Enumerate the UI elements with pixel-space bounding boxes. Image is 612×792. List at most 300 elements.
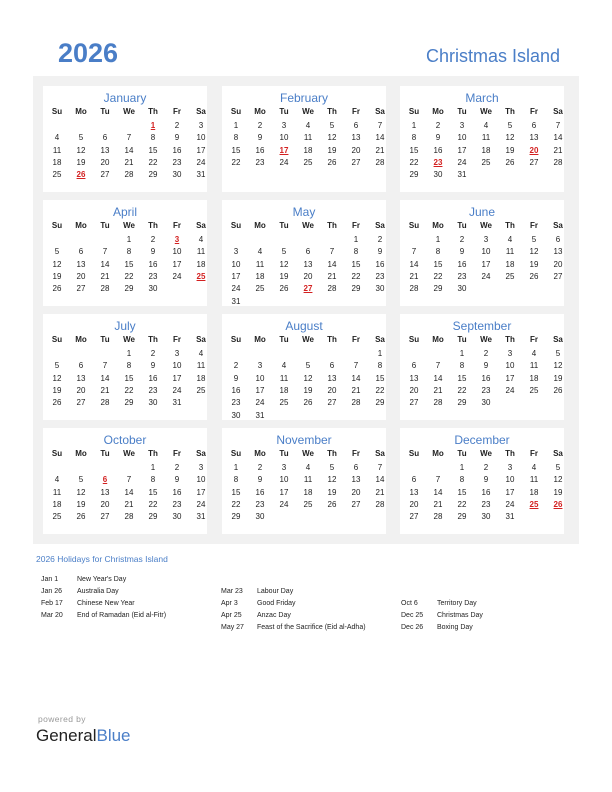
- day-cell: 21: [100, 385, 110, 395]
- day-cell: 14: [124, 145, 134, 155]
- day-cell: 6: [353, 121, 359, 130]
- weekday-header: Th: [505, 449, 515, 458]
- day-cell: 8: [150, 475, 156, 485]
- weekday-header: We: [480, 221, 492, 230]
- day-cell: 13: [553, 247, 563, 257]
- day-cell: 17: [196, 487, 206, 497]
- day-cell: 29: [433, 284, 443, 294]
- day-cell: 23: [172, 157, 182, 167]
- weekday-header: Mo: [254, 449, 266, 458]
- day-cell: 29: [231, 512, 241, 522]
- day-cell: 22: [351, 271, 361, 281]
- day-cell: 17: [457, 145, 467, 155]
- day-cell: 24: [231, 284, 241, 294]
- day-cell: 4: [531, 349, 537, 358]
- day-cell: 28: [124, 512, 134, 522]
- weekday-header: Sa: [196, 221, 206, 230]
- day-cell: 12: [553, 361, 563, 371]
- day-cell: 2: [257, 463, 263, 472]
- month-name: October: [103, 433, 147, 447]
- day-cell: 11: [529, 475, 539, 485]
- day-cell: 18: [196, 373, 206, 383]
- day-cell: 28: [100, 398, 110, 408]
- day-cell: 17: [505, 487, 515, 497]
- weekday-header: Fr: [530, 335, 538, 344]
- month-name: February: [279, 91, 329, 105]
- day-cell: 6: [353, 463, 359, 472]
- day-cell: 8: [150, 133, 156, 143]
- day-cell: 23: [231, 398, 241, 408]
- weekday-header: Su: [51, 335, 63, 344]
- day-cell: 11: [303, 133, 313, 143]
- month-may: [222, 200, 386, 306]
- weekday-header: Su: [230, 107, 242, 116]
- day-cell: 19: [505, 145, 515, 155]
- day-cell: 21: [375, 145, 385, 155]
- weekday-header: Tu: [279, 107, 289, 116]
- day-cell: 14: [351, 373, 361, 383]
- month-name: August: [285, 319, 323, 333]
- day-cell: 18: [529, 373, 539, 383]
- day-cell: 9: [483, 361, 489, 371]
- day-cell: 25: [303, 157, 313, 167]
- day-cell: 27: [553, 271, 563, 281]
- day-cell: 2: [150, 235, 156, 244]
- weekday-header: Mo: [75, 335, 87, 344]
- day-cell: 14: [375, 475, 385, 485]
- day-cell: 15: [231, 145, 241, 155]
- day-cell: 25: [255, 284, 265, 294]
- day-cell: 30: [148, 284, 158, 294]
- day-cell: 4: [54, 133, 60, 143]
- weekday-header: Fr: [530, 449, 538, 458]
- day-cell: 6: [78, 247, 84, 257]
- day-cell: 16: [457, 259, 467, 269]
- day-cell: 8: [126, 361, 132, 371]
- holiday-row: [41, 586, 216, 598]
- weekday-header: Th: [327, 221, 337, 230]
- day-cell: 27: [409, 512, 419, 522]
- day-cell: 30: [148, 398, 158, 408]
- weekday-header: We: [302, 221, 314, 230]
- day-cell: 1: [435, 235, 441, 244]
- day-cell: 1: [459, 463, 465, 472]
- day-cell: 16: [255, 487, 265, 497]
- day-cell: 15: [148, 487, 158, 497]
- holiday-name: Anzac Day: [257, 612, 291, 619]
- holiday-date: Apr 25: [221, 612, 242, 619]
- day-cell: 20: [553, 259, 563, 269]
- day-cell: 31: [196, 170, 206, 180]
- day-cell: 31: [172, 398, 182, 408]
- day-cell: 11: [303, 475, 313, 485]
- holiday-date: Apr 3: [221, 600, 238, 607]
- day-cell: 5: [281, 247, 287, 257]
- weekday-header: Th: [327, 335, 337, 344]
- day-cell: 18: [255, 271, 265, 281]
- weekday-header: Tu: [100, 335, 110, 344]
- day-cell: 17: [172, 373, 182, 383]
- day-cell: 16: [172, 145, 182, 155]
- day-cell: 2: [150, 349, 156, 358]
- holiday-row: [221, 610, 396, 622]
- day-cell: 16: [148, 259, 158, 269]
- day-cell: 8: [233, 475, 239, 485]
- weekday-header: Su: [408, 335, 420, 344]
- day-cell: 3: [483, 235, 489, 244]
- holiday-day: 23: [433, 157, 443, 167]
- day-cell: 28: [327, 284, 337, 294]
- holiday-date: Feb 17: [41, 600, 63, 607]
- holiday-date: Dec 26: [401, 624, 424, 631]
- day-cell: 19: [76, 499, 86, 509]
- day-cell: 4: [305, 463, 311, 472]
- day-cell: 12: [52, 259, 62, 269]
- day-cell: 9: [257, 133, 263, 143]
- day-cell: 30: [481, 512, 491, 522]
- month-january: [43, 86, 207, 192]
- day-cell: 13: [100, 145, 110, 155]
- weekday-header: Tu: [100, 107, 110, 116]
- day-cell: 28: [100, 284, 110, 294]
- day-cell: 24: [505, 499, 515, 509]
- day-cell: 7: [411, 247, 417, 257]
- month-name: May: [292, 205, 316, 219]
- holiday-day: 26: [76, 170, 86, 180]
- weekday-header: We: [302, 335, 314, 344]
- day-cell: 17: [255, 385, 265, 395]
- day-cell: 27: [409, 398, 419, 408]
- day-cell: 3: [233, 247, 239, 257]
- weekday-header: Su: [51, 449, 63, 458]
- day-cell: 24: [196, 499, 206, 509]
- weekday-header: Sa: [196, 449, 206, 458]
- day-cell: 17: [505, 373, 515, 383]
- day-cell: 13: [327, 373, 337, 383]
- day-cell: 5: [329, 121, 335, 130]
- day-cell: 5: [555, 463, 561, 472]
- day-cell: 31: [255, 410, 265, 420]
- day-cell: 8: [435, 247, 441, 257]
- month-june: [400, 200, 564, 306]
- day-cell: 26: [553, 385, 563, 395]
- day-cell: 7: [377, 121, 383, 130]
- day-cell: 17: [231, 271, 241, 281]
- weekday-header: Su: [230, 449, 242, 458]
- day-cell: 22: [148, 499, 158, 509]
- day-cell: 24: [172, 271, 182, 281]
- day-cell: 5: [507, 121, 513, 130]
- day-cell: 20: [409, 499, 419, 509]
- day-cell: 30: [433, 170, 443, 180]
- day-cell: 8: [377, 361, 383, 371]
- month-march: [400, 86, 564, 192]
- day-cell: 11: [52, 145, 62, 155]
- day-cell: 19: [529, 259, 539, 269]
- day-cell: 21: [433, 499, 443, 509]
- day-cell: 1: [411, 121, 417, 130]
- holiday-column: [221, 586, 396, 634]
- day-cell: 12: [303, 373, 313, 383]
- day-cell: 2: [257, 121, 263, 130]
- holiday-name: End of Ramadan (Eid al-Fitr): [77, 612, 167, 619]
- day-cell: 16: [172, 487, 182, 497]
- day-cell: 15: [433, 259, 443, 269]
- day-cell: 26: [529, 271, 539, 281]
- day-cell: 10: [196, 133, 206, 143]
- day-cell: 29: [457, 512, 467, 522]
- day-cell: 15: [231, 487, 241, 497]
- day-cell: 4: [198, 235, 204, 244]
- day-cell: 13: [351, 133, 361, 143]
- day-cell: 10: [172, 361, 182, 371]
- month-july: [43, 314, 207, 420]
- day-cell: 28: [433, 512, 443, 522]
- day-cell: 25: [505, 271, 515, 281]
- day-cell: 4: [198, 349, 204, 358]
- day-cell: 26: [505, 157, 515, 167]
- day-cell: 8: [459, 361, 465, 371]
- weekday-header: Su: [408, 107, 420, 116]
- day-cell: 28: [351, 398, 361, 408]
- day-cell: 27: [100, 170, 110, 180]
- day-cell: 30: [231, 410, 241, 420]
- weekday-header: We: [123, 221, 135, 230]
- day-cell: 15: [457, 487, 467, 497]
- weekday-header: Su: [230, 221, 242, 230]
- day-cell: 29: [351, 284, 361, 294]
- day-cell: 3: [281, 121, 287, 130]
- day-cell: 1: [150, 463, 156, 472]
- day-cell: 1: [126, 349, 132, 358]
- day-cell: 10: [279, 475, 289, 485]
- day-cell: 7: [329, 247, 335, 257]
- day-cell: 1: [459, 349, 465, 358]
- day-cell: 27: [100, 512, 110, 522]
- day-cell: 11: [529, 361, 539, 371]
- holiday-name: Chinese New Year: [77, 600, 135, 607]
- day-cell: 15: [351, 259, 361, 269]
- month-december: [400, 428, 564, 534]
- day-cell: 19: [553, 373, 563, 383]
- day-cell: 6: [305, 247, 311, 257]
- weekday-header: Su: [51, 221, 63, 230]
- day-cell: 28: [409, 284, 419, 294]
- holiday-name: Feast of the Sacrifice (Eid al-Adha): [257, 624, 366, 631]
- day-cell: 27: [327, 398, 337, 408]
- day-cell: 29: [124, 398, 134, 408]
- weekday-header: Sa: [196, 107, 206, 116]
- weekday-header: We: [302, 107, 314, 116]
- holiday-day: 20: [529, 145, 539, 155]
- day-cell: 13: [303, 259, 313, 269]
- day-cell: 28: [553, 157, 563, 167]
- day-cell: 27: [529, 157, 539, 167]
- day-cell: 14: [327, 259, 337, 269]
- weekday-header: We: [123, 449, 135, 458]
- weekday-header: Mo: [432, 449, 444, 458]
- day-cell: 10: [457, 133, 467, 143]
- day-cell: 4: [54, 475, 60, 485]
- day-cell: 21: [124, 157, 134, 167]
- day-cell: 18: [505, 259, 515, 269]
- day-cell: 4: [531, 463, 537, 472]
- weekday-header: Mo: [75, 107, 87, 116]
- day-cell: 30: [172, 512, 182, 522]
- day-cell: 31: [196, 512, 206, 522]
- holiday-row: [221, 622, 396, 634]
- month-september: [400, 314, 564, 420]
- day-cell: 2: [174, 463, 180, 472]
- day-cell: 7: [435, 361, 441, 371]
- day-cell: 23: [375, 271, 385, 281]
- day-cell: 26: [76, 512, 86, 522]
- day-cell: 18: [303, 145, 313, 155]
- weekday-header: Th: [505, 335, 515, 344]
- day-cell: 9: [174, 133, 180, 143]
- day-cell: 28: [433, 398, 443, 408]
- day-cell: 2: [435, 121, 441, 130]
- weekday-header: Fr: [173, 107, 181, 116]
- day-cell: 29: [148, 170, 158, 180]
- month-february: [222, 86, 386, 192]
- day-cell: 27: [351, 499, 361, 509]
- weekday-header: Th: [505, 221, 515, 230]
- holiday-row: [401, 622, 576, 634]
- day-cell: 29: [148, 512, 158, 522]
- day-cell: 24: [172, 385, 182, 395]
- day-cell: 9: [150, 361, 156, 371]
- day-cell: 18: [52, 157, 62, 167]
- day-cell: 21: [409, 271, 419, 281]
- day-cell: 10: [279, 133, 289, 143]
- day-cell: 18: [481, 145, 491, 155]
- holidays-title: 2026 Holidays for Christmas Island: [36, 554, 168, 564]
- day-cell: 23: [255, 157, 265, 167]
- day-cell: 8: [459, 475, 465, 485]
- day-cell: 16: [433, 145, 443, 155]
- weekday-header: Fr: [173, 221, 181, 230]
- weekday-header: We: [123, 335, 135, 344]
- month-name: July: [114, 319, 136, 333]
- day-cell: 20: [76, 271, 86, 281]
- day-cell: 18: [303, 487, 313, 497]
- weekday-header: Sa: [553, 107, 563, 116]
- weekday-header: Su: [408, 221, 420, 230]
- day-cell: 5: [305, 361, 311, 371]
- day-cell: 1: [377, 349, 383, 358]
- day-cell: 11: [196, 247, 206, 257]
- weekday-header: Fr: [352, 449, 360, 458]
- weekday-header: Fr: [173, 335, 181, 344]
- day-cell: 3: [198, 121, 204, 130]
- day-cell: 7: [102, 247, 108, 257]
- day-cell: 14: [553, 133, 563, 143]
- day-cell: 12: [327, 133, 337, 143]
- day-cell: 19: [327, 145, 337, 155]
- day-cell: 25: [52, 512, 62, 522]
- day-cell: 18: [529, 487, 539, 497]
- weekday-header: We: [480, 449, 492, 458]
- day-cell: 12: [76, 145, 86, 155]
- day-cell: 19: [52, 271, 62, 281]
- day-cell: 22: [433, 271, 443, 281]
- day-cell: 18: [196, 259, 206, 269]
- holiday-name: Christmas Day: [437, 612, 483, 619]
- day-cell: 24: [279, 157, 289, 167]
- weekday-header: Tu: [457, 221, 467, 230]
- weekday-header: Tu: [279, 221, 289, 230]
- day-cell: 25: [196, 385, 206, 395]
- day-cell: 24: [481, 271, 491, 281]
- day-cell: 7: [102, 361, 108, 371]
- day-cell: 20: [351, 487, 361, 497]
- day-cell: 7: [353, 361, 359, 371]
- day-cell: 9: [233, 373, 239, 383]
- day-cell: 29: [457, 398, 467, 408]
- day-cell: 22: [231, 157, 241, 167]
- day-cell: 19: [327, 487, 337, 497]
- day-cell: 30: [255, 512, 265, 522]
- day-cell: 24: [255, 398, 265, 408]
- day-cell: 7: [126, 133, 132, 143]
- day-cell: 2: [233, 361, 239, 371]
- weekday-header: We: [302, 449, 314, 458]
- day-cell: 25: [529, 385, 539, 395]
- weekday-header: Mo: [432, 221, 444, 230]
- weekday-header: Sa: [196, 335, 206, 344]
- day-cell: 3: [507, 463, 513, 472]
- day-cell: 6: [411, 475, 417, 485]
- weekday-header: Sa: [375, 335, 385, 344]
- day-cell: 22: [457, 499, 467, 509]
- day-cell: 6: [555, 235, 561, 244]
- day-cell: 23: [457, 271, 467, 281]
- holiday-date: Dec 25: [401, 612, 424, 619]
- weekday-header: Tu: [279, 335, 289, 344]
- day-cell: 8: [353, 247, 359, 257]
- day-cell: 7: [377, 463, 383, 472]
- day-cell: 3: [257, 361, 263, 371]
- day-cell: 22: [124, 385, 134, 395]
- weekday-header: Tu: [457, 107, 467, 116]
- day-cell: 12: [327, 475, 337, 485]
- brand-general: General: [36, 726, 97, 745]
- weekday-header: Mo: [432, 107, 444, 116]
- day-cell: 31: [505, 512, 515, 522]
- day-cell: 23: [255, 499, 265, 509]
- holiday-date: Mar 23: [221, 588, 243, 595]
- weekday-header: Sa: [553, 449, 563, 458]
- day-cell: 8: [233, 133, 239, 143]
- day-cell: 9: [459, 247, 465, 257]
- day-cell: 22: [409, 157, 419, 167]
- holiday-day: 17: [279, 145, 289, 155]
- day-cell: 1: [126, 235, 132, 244]
- holiday-column: [41, 574, 216, 622]
- day-cell: 20: [100, 157, 110, 167]
- weekday-header: Tu: [100, 221, 110, 230]
- day-cell: 6: [102, 133, 108, 143]
- holiday-row: [221, 598, 396, 610]
- day-cell: 7: [555, 121, 561, 130]
- weekday-header: We: [480, 107, 492, 116]
- day-cell: 20: [303, 271, 313, 281]
- day-cell: 26: [52, 284, 62, 294]
- day-cell: 4: [257, 247, 263, 257]
- day-cell: 5: [329, 463, 335, 472]
- day-cell: 24: [279, 499, 289, 509]
